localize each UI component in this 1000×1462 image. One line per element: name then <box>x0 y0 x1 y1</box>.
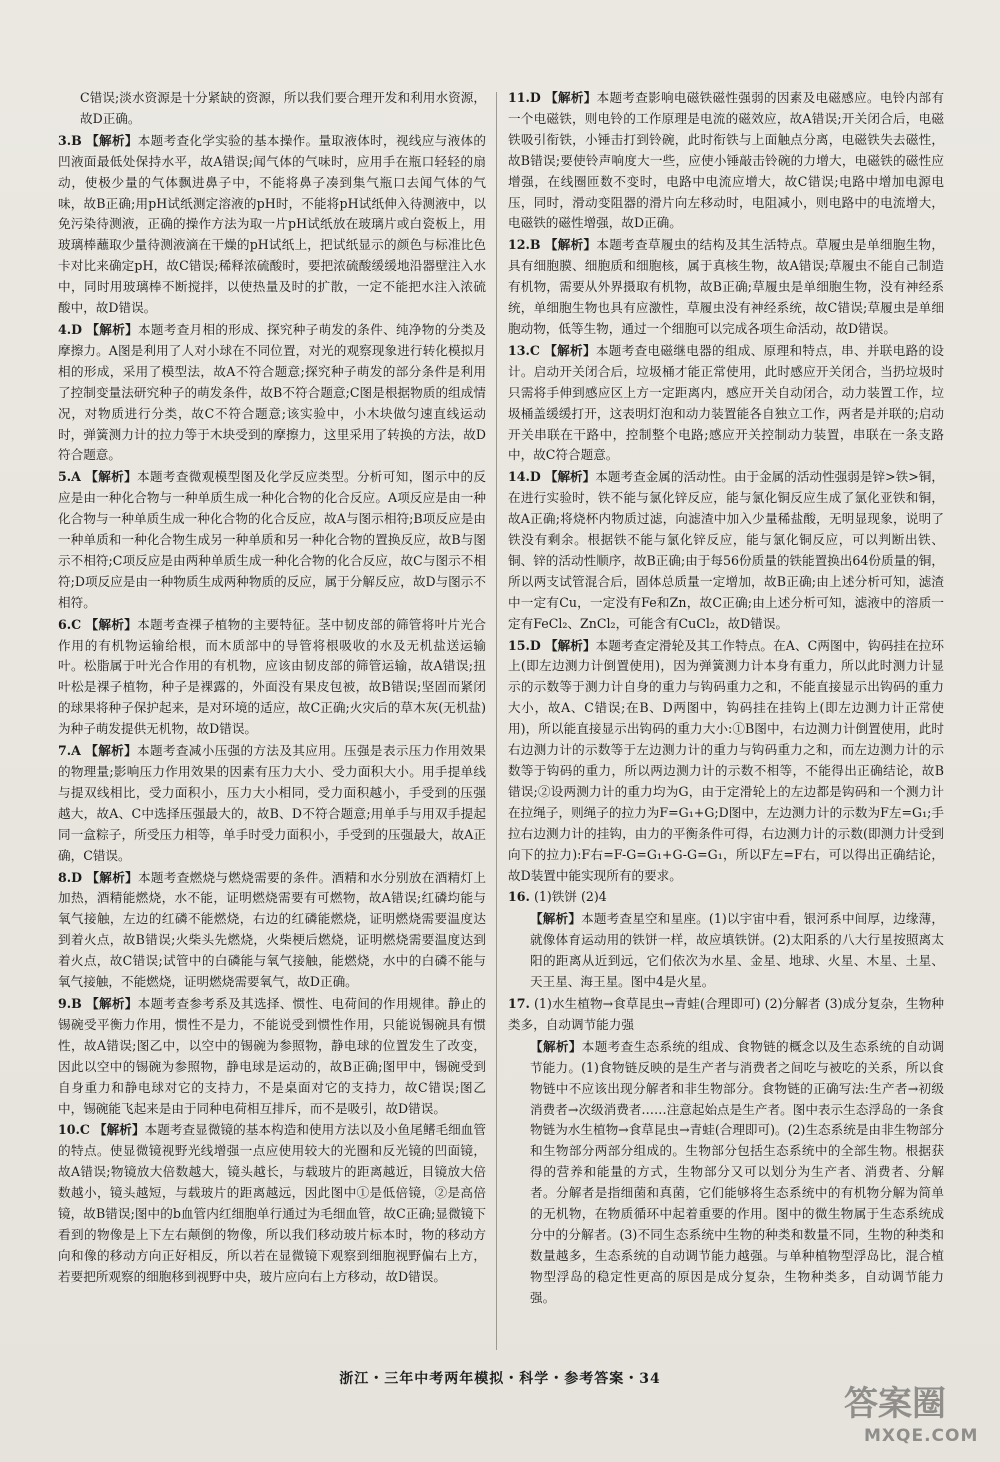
watermark-url: MXQE.COM <box>864 1426 979 1446</box>
answer-text: 本题考查金属的活动性。由于金属的活动性强弱是锌>铁>铜，在进行实验时，铁不能与氯化锌反应，能与氯化铜反应生成了氯化亚铁和铜，故A正确;将烧杯内物质过滤，向滤渣中加入少量稀盐酸，无明显现象，说明了铁没有剩余。根据铁不能与氯化锌反应，能与氯化铜反应，可以判断出铁、铜、锌的活动性顺序，故B正确;由于每56份质量的铁能置换出64份质量的铜，所以两支试管混合后，固体总质量一定增加，故B正确;由上述分析可知，滤渣中一定有Cu，一定没有Fe和Zn，故C正确;由上述分析可知，滤液中的溶质一定有FeCl₂、ZnCl₂，可能含有CuCl₂，故D错误。 <box>508 469 944 631</box>
answer-item <box>508 467 944 634</box>
analysis-tag: 【解析】 <box>544 469 596 485</box>
analysis-tag: 【解析】 <box>530 911 582 927</box>
answer-text: (1)铁饼 (2)4 <box>533 889 607 905</box>
answer-item <box>58 320 486 466</box>
answer-item <box>58 131 486 319</box>
answer-item <box>508 994 944 1036</box>
answer-item <box>508 235 944 340</box>
left-column <box>58 88 486 1289</box>
answer-text: 本题考查影响电磁铁磁性强弱的因素及电磁感应。电铃内部有一个电磁铁，则电铃的工作原理是电流的磁效应，故A错误;开关闭合后，电磁铁吸引衔铁，小锤击打到铃碗，此时衔铁与上面触点分离，电磁铁失去磁性，故B错误;要使铃声响度大一些，应使小锤敲击铃碗的力增大，电磁铁的磁性应增强，在线圈匝数不变时，电路中电流应增大，故C错误;电路中增加电源电压，同时，滑动变阻器的滑片向左移动时，电阻减小，则电路中的电流增大，电磁铁的磁性增强，故D正确。 <box>508 90 945 231</box>
answer-item <box>58 868 486 993</box>
answer-text: 本题考查显微镜的基本构造和使用方法以及小鱼尾鳍毛细血管的特点。使显微镜视野光线增强一点应使用较大的光圈和反光镜的凹面镜，故A错误;物镜放大倍数越大，镜头越长，与载玻片的距离越近，目镜放大倍数越小，镜头越短，与载玻片的距离越远，因此图中①是低倍镜，②是高倍镜，故B错误;图中的b血管内红细胞单行通过为毛细血管，故C正确;显微镜下看到的物像是上下左右颠倒的物像，所以我们移动玻片标本时，物的移动方向和像的移动方向正好相反，所以若在显微镜下观察到细胞视野偏右上方，若要把所观察的细胞移到视野中央，玻片应向右上方移动，故D错误。 <box>58 1122 487 1284</box>
right-column <box>508 88 944 1310</box>
explanation-text: 本题考查生态系统的组成、食物链的概念以及生态系统的自动调节能力。(1)食物链反映的是生产者与消费者之间吃与被吃的关系，所以食物链中不应该出现分解者和非生物部分。食物链的正确写法:生产者→初级消费者→次级消费者……注意起始点是生产者。图中表示生态浮岛的一条食物链为水生植物→食草昆虫→青蛙(合理即可)。(2)生态系统是由非生物部分和生物部分两部分组成的。生物部分包括生态系统中的全部生物。根据获得的营养和能量的方式，生物部分又可以划分为生产者、消费者、分解者。分解者是指细菌和真菌，它们能够将生态系统中的有机物分解为简单的无机物，在物质循环中起着重要的作用。图中的微生物属于生态系统成分中的分解者。(3)不同生态系统中生物的种类和数量不同，生物的种类和数量越多，生态系统的自动调节能力越强。与单种植物型浮岛比，混合植物型浮岛的稳定性更高的原因是成分复杂，生物种类多，自动调节能力强。 <box>530 1038 945 1305</box>
analysis-tag: 【解析】 <box>544 342 596 358</box>
analysis-tag: 【解析】 <box>545 90 597 105</box>
question-number: 16. <box>508 889 530 905</box>
analysis-tag: 【解析】 <box>544 637 596 653</box>
answer-text: 本题考查减小压强的方法及其应用。压强是表示压力作用效果的物理量;影响压力作用效果的因素有压力大小、受力面积大小。用手提单线与提双线相比，受力面积小，压力大小相同，受力面积越小，手受到的压强越大，故A、C中选择压强最大的，故B、D不符合题意;用单手与用双手提起同一盒粽子，所受压力相等，单手时受力面积小，手受到的压强最大，故A正确，C错误。 <box>58 743 486 863</box>
answer-item <box>58 1120 486 1287</box>
answer-item <box>508 887 944 908</box>
question-number: 13.C <box>508 342 540 358</box>
analysis-tag: 【解析】 <box>85 469 138 485</box>
watermark-title: 答案圈 <box>844 1384 946 1424</box>
question-number: 5.A <box>58 469 81 485</box>
explanation-text: 本题考查星空和星座。(1)以宇宙中看，银河系中间厚，边缘薄，就像体育运动用的铁饼一样，故应填铁饼。(2)太阳系的八大行星按照离太阳的距离从近到远，它们依次为水星、金星、地球、火星、木星、土星、天王星、海王星。图中4是火星。 <box>530 911 945 990</box>
answer-text: 本题考查草履虫的结构及其生活特点。草履虫是单细胞生物，具有细胞膜、细胞质和细胞核，属于真核生物，故A错误;草履虫不能自己制造有机物，需要从外界摄取有机物，故B正确;草履虫是单细胞生物，没有神经系统，单细胞生物也具有应激性，草履虫没有神经系统，故C错误;草履虫是单细胞动物，低等生物，通过一个细胞可以完成各项生命活动，故D错误。 <box>508 237 944 336</box>
question-number: 10.C <box>58 1122 90 1138</box>
column-divider <box>496 92 497 1350</box>
question-number: 14.D <box>508 469 541 485</box>
analysis-tag: 【解析】 <box>86 132 138 148</box>
question-number: 3.B <box>58 132 82 148</box>
analysis-tag: 【解析】 <box>85 616 138 632</box>
answer-text: 本题考查电磁继电器的组成、原理和特点，串、并联电路的设计。启动开关闭合后，垃圾桶才能正常使用，此时感应开关闭合，当扔垃圾时只需将手伸到感应区上方一定距离内，感应开关自动闭合，动力装置工作，垃圾桶盖缓缓打开，这表明灯泡和动力装置能各自独立工作，两者是并联的;启动开关串联在干路中，控制整个电路;感应开关控制动力装置，串联在一条支路中，故C符合题意。 <box>508 342 945 463</box>
answer-item <box>508 88 944 234</box>
question-number: 7.A <box>58 743 81 759</box>
question-number: 17. <box>508 995 530 1011</box>
analysis-tag: 【解析】 <box>86 995 138 1011</box>
analysis-tag: 【解析】 <box>544 237 597 253</box>
question-number: 6.C <box>58 616 82 632</box>
analysis-tag: 【解析】 <box>86 869 138 885</box>
analysis-tag: 【解析】 <box>85 743 138 759</box>
question-number: 4.D <box>58 321 83 337</box>
answer-text: 本题考查微观模型图及化学反应类型。分析可知，图示中的反应是由一种化合物与一种单质生成一种化合物的化合反应。A项反应是由一种化合物与一种单质生成一种化合物的化合反应，故A与图示相符;B项反应是由一种单质和一种化合物生成另一种单质和另一种化合物的置换反应，故B与图示不相符;C项反应是由两种单质生成一种化合物的化合反应，故C与图示不相符;D项反应是由一种物质生成两种物质的反应，属于分解反应，故D与图示不相符。 <box>58 469 486 610</box>
answer-item <box>508 636 944 887</box>
answer-item <box>58 741 486 866</box>
answer-text: 本题考查燃烧与燃烧需要的条件。酒精和水分别放在酒精灯上加热，酒精能燃烧，水不能，证明燃烧需要有可燃物，故A错误;红磷均能与氧气接触，左边的红磷不能燃烧，右边的红磷能燃烧，证明燃烧需要温度达到着火点，故B错误;火柴头先燃烧，火柴梗后燃烧，证明燃烧需要温度达到着火点，故C错误;试管中的白磷能与氧气接触，能燃烧，水中的白磷不能与氧气接触，不能燃烧，证明燃烧需要氧气，故D正确。 <box>58 869 486 990</box>
question-number: 11.D <box>508 90 541 105</box>
analysis-tag: 【解析】 <box>86 321 138 337</box>
explanation-block <box>508 909 944 993</box>
answer-text: 本题考查参考系及其选择、惯性、电荷间的作用规律。静止的锡碗受平衡力作用，惯性不是力，不能说受到惯性作用，只能说锡碗具有惯性，故A错误;图乙中，以空中的锡碗为参照物，静电球的位置发生了改变，因此以空中的锡碗为参照物，静电球是运动的，故B正确;图甲中，锡碗受到自身重力和静电球对它的支持力，不是桌面对它的支持力，故C错误;图乙中，锡碗能飞起来是由于同种电荷相互排斥，而不是吸引，故D错误。 <box>58 995 487 1116</box>
question-number: 12.B <box>508 237 541 253</box>
page-footer: 浙江・三年中考两年模拟・科学・参考答案・34 <box>339 1371 661 1387</box>
question-number: 8.D <box>58 869 83 885</box>
explanation-block <box>508 1037 944 1309</box>
analysis-tag: 【解析】 <box>530 1038 582 1054</box>
answer-item <box>58 88 486 130</box>
answer-text: 本题考查月相的形成、探究种子萌发的条件、纯净物的分类及摩擦力。A图是利用了人对小球在不同位置，对光的观察现象进行转化模拟月相的形成，采用了模型法，故A不符合题意;探究种子萌发的部分条件是利用了控制变量法研究种子的萌发条件，故B不符合题意;C图是根据物质的组成情况，对物质进行分类，故C不符合题意;该实验中，小木块做匀速直线运动时，弹簧测力计的拉力等于木块受到的摩擦力，这里采用了转换的方法，故D符合题意。 <box>58 321 486 463</box>
answer-text: 本题考查裸子植物的主要特征。茎中韧皮部的筛管将叶片光合作用的有机物运输给根，而木质部中的导管将根吸收的水及无机盐送运输叶。松脂属于叶光合作用的有机物，应该由韧皮部的筛管运输，故A错误;扭叶松是裸子植物，种子是裸露的，外面没有果皮包被，故B错误;坚固而紧闭的球果将种子保护起来，是对环境的适应，故C正确;火灾后的草木灰(无机盐)为种子萌发提供无机物，故D错误。 <box>58 616 486 737</box>
answer-text: (1)水生植物→食草昆虫→青蛙(合理即可) (2)分解者 (3)成分复杂，生物种类多，自动调节能力强 <box>508 995 944 1032</box>
answer-item <box>58 467 486 613</box>
answer-text: 本题考查化学实验的基本操作。量取液体时，视线应与液体的凹液面最低处保持水平，故A错误;闻气体的气味时，应用手在瓶口轻轻的扇动，使极少量的气体飘进鼻子中，不能将鼻子凑到集气瓶口去闻气体的气味，故B正确;用pH试纸测定溶液的pH时，不能将pH试纸伸入待测液中，以免污染待测液，正确的操作方法为取一片pH试纸放在玻璃片或白瓷板上，用玻璃棒蘸取少量待测液滴在干燥的pH试纸上，把试纸显示的颜色与标准比色卡对比来确定pH，故C错误;稀释浓硫酸时，要把浓硫酸缓缓地沿器壁注入水中，同时用玻璃棒不断搅拌，以使热量及时的扩散，一定不能把水注入浓硫酸中，故D错误。 <box>58 132 487 316</box>
answer-item <box>508 341 944 466</box>
answer-text: C错误;淡水资源是十分紧缺的资源，所以我们要合理开发和利用水资源，故D正确。 <box>80 90 486 126</box>
analysis-tag: 【解析】 <box>94 1122 145 1138</box>
answer-item <box>58 615 486 740</box>
answer-item <box>58 994 486 1119</box>
answer-text: 本题考查定滑轮及其工作特点。在A、C两图中，钩码挂在拉环上(即左边测力计倒置使用)，因为弹簧测力计本身有重力，所以此时测力计显示的示数等于测力计自身的重力与钩码重力之和，不能直接显示出钩码的重力大小，故A、C错误;在B、D两图中，钩码挂在挂钩上(即左边测力计正常使用)，所以能直接显示出钩码的重力大小:①B图中，右边测力计倒置使用，此时右边测力计的示数等于左边测力计的重力与钩码重力之和，而左边测力计的示数等于钩码的重力，所以两边测力计的示数不相等，不能得出正确结论，故B错误;②设两测力计的重力均为G，由于定滑轮上的左边都是钩码和一个测力计在拉绳子，则绳子的拉力为F=G₁+G;D图中，左边测力计的示数为F左=G₁;手拉右边测力计的挂钩，由力的平衡条件可得，右边测力计的示数(即测力计受到向下的拉力):F右=F-G=G₁+G-G=G₁，所以F左=F右，可以得出正确结论，故D装置中能实现所有的要求。 <box>508 637 944 883</box>
watermark-logo <box>836 1372 986 1452</box>
question-number: 15.D <box>508 637 541 653</box>
question-number: 9.B <box>58 995 82 1011</box>
